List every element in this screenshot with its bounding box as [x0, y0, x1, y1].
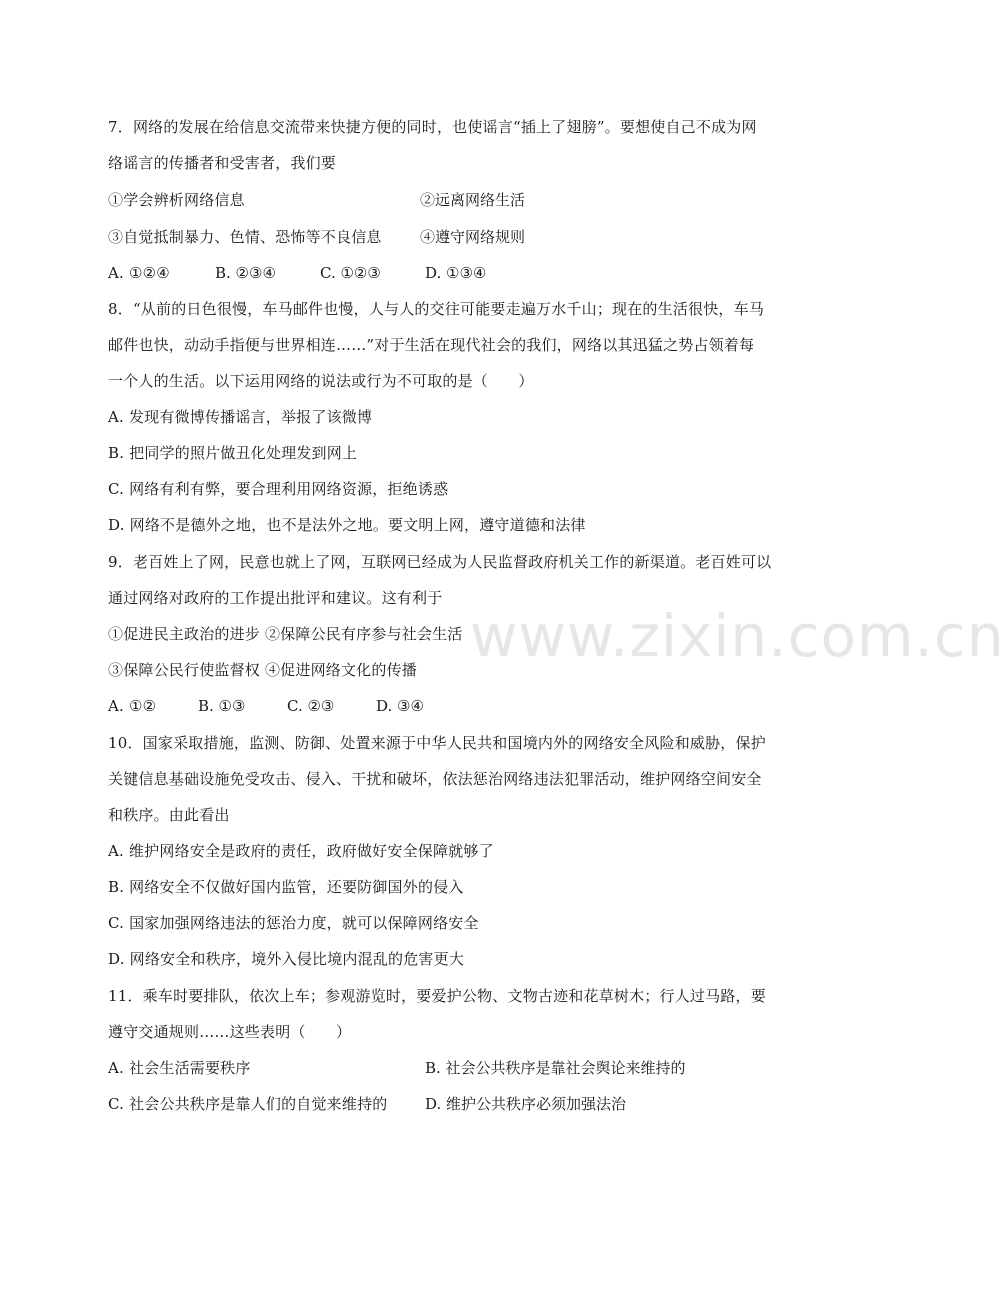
question-9-items-line-1: ①促进民主政治的进步 ②保障公民有序参与社会生活	[108, 625, 463, 643]
question-11-option-b: B. 社会公共秩序是靠社会舆论来维持的	[425, 1059, 686, 1077]
question-8-stem-line-2: 邮件也快，动动手指便与世界相连……”对于生活在现代社会的我们，网络以其迅猛之势占领着每	[108, 336, 755, 354]
question-9-choice-b: B. ①③	[198, 697, 246, 715]
question-10-stem-line-3: 和秩序。由此看出	[108, 806, 230, 824]
question-10-option-c: C. 国家加强网络违法的惩治力度，就可以保障网络安全	[108, 914, 479, 932]
question-9-stem-line-2: 通过网络对政府的工作提出批评和建议。这有利于	[108, 589, 443, 607]
watermark-text: www.zixin.com.cn	[470, 602, 1005, 670]
question-7-item-4: ④遵守网络规则	[420, 228, 526, 246]
question-8-stem-line-3: 一个人的生活。以下运用网络的说法或行为不可取的是（ ）	[108, 372, 534, 390]
question-10-stem-line-1: 10．国家采取措施，监测、防御、处置来源于中华人民共和国境内外的网络安全风险和威胁，保护	[108, 734, 766, 752]
question-7-item-3: ③自觉抵制暴力、色情、恐怖等不良信息	[108, 228, 382, 246]
question-7-item-2: ②远离网络生活	[420, 191, 526, 209]
question-11-stem-line-1: 11．乘车时要排队，依次上车；参观游览时，要爱护公物、文物古迹和花草树木；行人过马路，要	[108, 987, 766, 1005]
question-8-stem-line-1: 8．“从前的日色很慢，车马邮件也慢，人与人的交往可能要走遍万水千山；现在的生活很快，车马	[108, 300, 765, 318]
question-9-items-line-2: ③保障公民行使监督权 ④促进网络文化的传播	[108, 661, 417, 679]
question-9-choice-a: A. ①②	[108, 697, 157, 715]
question-10-option-a: A. 维护网络安全是政府的责任，政府做好安全保障就够了	[108, 842, 494, 860]
question-8-option-a: A. 发现有微博传播谣言，举报了该微博	[108, 408, 373, 426]
question-8-option-b: B. 把同学的照片做丑化处理发到网上	[108, 444, 358, 462]
question-10-option-d: D. 网络安全和秩序，境外入侵比境内混乱的危害更大	[108, 950, 465, 968]
question-7-choice-d: D. ①③④	[425, 264, 487, 282]
question-8-option-c: C. 网络有利有弊，要合理利用网络资源，拒绝诱惑	[108, 480, 449, 498]
question-7-choice-c: C. ①②③	[320, 264, 381, 282]
question-7-stem-line-2: 络谣言的传播者和受害者，我们要	[108, 154, 337, 172]
question-11-option-d: D. 维护公共秩序必须加强法治	[425, 1095, 627, 1113]
question-11-stem-line-2: 遵守交通规则……这些表明（ ）	[108, 1023, 352, 1041]
question-7-choice-a: A. ①②④	[108, 264, 170, 282]
question-11-option-c: C. 社会公共秩序是靠人们的自觉来维持的	[108, 1095, 388, 1113]
question-9-choice-c: C. ②③	[287, 697, 335, 715]
question-11-option-a: A. 社会生活需要秩序	[108, 1059, 251, 1077]
question-9-stem-line-1: 9．老百姓上了网，民意也就上了网，互联网已经成为人民监督政府机关工作的新渠道。老百姓可以	[108, 553, 772, 571]
question-9-choice-d: D. ③④	[376, 697, 424, 715]
question-8-option-d: D. 网络不是德外之地，也不是法外之地。要文明上网，遵守道德和法律	[108, 516, 586, 534]
question-10-option-b: B. 网络安全不仅做好国内监管，还要防御国外的侵入	[108, 878, 464, 896]
question-7-choice-b: B. ②③④	[215, 264, 276, 282]
question-7-item-1: ①学会辨析网络信息	[108, 191, 245, 209]
question-10-stem-line-2: 关键信息基础设施免受攻击、侵入、干扰和破坏，依法惩治网络违法犯罪活动，维护网络空间安全	[108, 770, 762, 788]
question-7-stem-line-1: 7．网络的发展在给信息交流带来快捷方便的同时，也使谣言“插上了翅膀”。要想使自己不成为网	[108, 118, 757, 136]
